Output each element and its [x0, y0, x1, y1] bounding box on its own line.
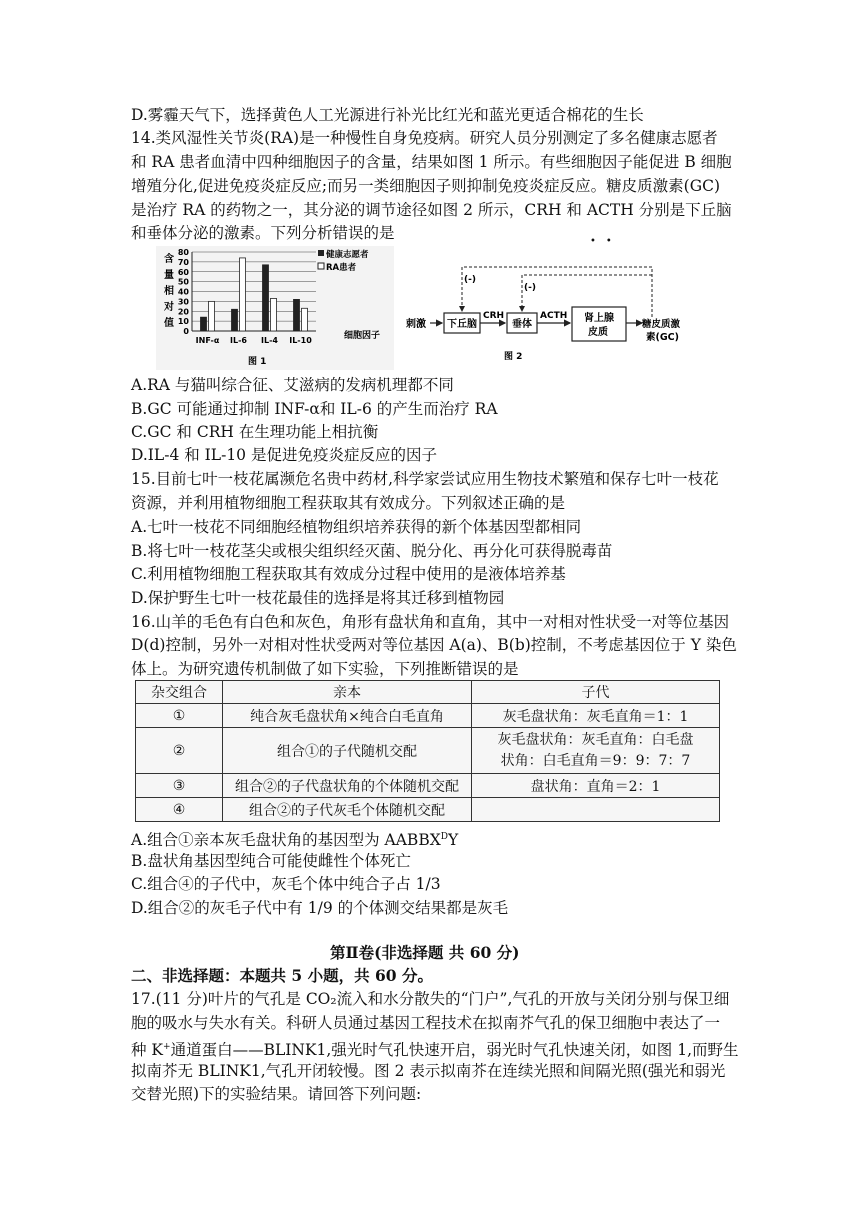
cell-id: ① [136, 704, 223, 728]
table-row [136, 728, 720, 774]
y-tick-label: 0 [183, 327, 189, 336]
q17-line-5: 交替光照)下的实验结果。请回答下列问题: [131, 1085, 422, 1103]
q15-option-b: B.将七叶一枝花茎尖或根尖组织经灭菌、脱分化、再分化可获得脱毒苗 [131, 542, 613, 560]
q16-stem-line-1: 16.山羊的毛色有白色和灰色，角形有盘状角和直角，其中一对相对性状受一对等位基因 [131, 613, 730, 631]
x-category-label: IL-6 [230, 336, 247, 345]
x-category-label: INF-α [195, 336, 220, 345]
bar-healthy [201, 317, 207, 331]
q15-option-d: D.保护野生七叶一枝花最佳的选择是将其迁移到植物园 [131, 589, 505, 607]
bar-healthy [232, 309, 238, 331]
q17-line-3-text: 种 K [131, 1041, 164, 1060]
y-tick-label: 50 [177, 277, 189, 287]
table-row [136, 704, 720, 728]
hypothalamus-label: 下丘脑 [447, 319, 477, 330]
cytokine-bar-chart [156, 246, 394, 370]
offspring-line-1: 灰毛盘状角：灰毛直角：白毛盘 [497, 731, 694, 748]
q16-option-d: D.组合②的灰毛子代中有 1/9 的个体测交结果都是灰毛 [131, 899, 509, 917]
q17-line-3 [131, 1036, 739, 1061]
figure-1-caption: 图 1 [248, 357, 267, 367]
cell-offspring: 盘状角：直角＝2：1 [472, 774, 720, 798]
ylabel-char: 含 [164, 254, 174, 265]
x-axis-label: 细胞因子 [344, 331, 381, 341]
bar-ra [271, 298, 277, 331]
q15-stem-line-1: 15.目前七叶一枝花属濒危名贵中药材,科学家尝试应用生物技术繁殖和保存七叶一枝花 [131, 470, 719, 488]
ylabel-char: 相 [164, 286, 174, 297]
legend-swatch-ra [318, 263, 324, 269]
cell-parent: 纯合灰毛盘状角×纯合白毛直角 [223, 704, 472, 728]
header-parent: 亲本 [223, 681, 472, 704]
q16-option-c: C.组合④的子代中，灰毛个体中纯合子占 1/3 [131, 875, 441, 893]
y-tick-label: 40 [177, 287, 189, 297]
cell-offspring [472, 798, 720, 822]
bar-ra [240, 258, 246, 331]
y-tick-label: 80 [177, 248, 189, 257]
y-tick-label: 30 [177, 297, 189, 307]
gc-label-2: 素(GC) [646, 332, 679, 343]
figure-2-caption: 图 2 [504, 352, 523, 362]
ylabel-char: 值 [164, 318, 174, 329]
q16-option-a-suffix: Y [447, 831, 459, 850]
q14-stem-line-1: 14.类风湿性关节炎(RA)是一种慢性自身免疫病。研究人员分别测定了多名健康志愿者 [131, 129, 718, 147]
q14-option-d: D.IL-4 和 IL-10 是促进免疫炎症反应的因子 [131, 446, 437, 464]
cell-parent: 组合②的子代灰毛个体随机交配 [223, 798, 472, 822]
q14-stem-line-5: 和垂体分泌的激素。下列分析错误的是 [131, 224, 395, 242]
adrenal-label-2: 皮质 [588, 327, 608, 338]
header-offspring: 子代 [472, 681, 720, 704]
table-row [136, 774, 720, 798]
y-tick-label: 20 [177, 307, 189, 317]
negative-feedback-1: (-) [464, 275, 476, 285]
legend-label-ra: RA患者 [326, 263, 357, 273]
cell-id: ② [136, 728, 223, 774]
section-title: 第Ⅱ卷(非选择题 共 60 分) [330, 943, 520, 962]
bar-ra [302, 308, 308, 331]
stimulus-label: 刺激 [406, 319, 426, 330]
legend-swatch-healthy [318, 250, 324, 256]
q15-stem-line-2: 资源，并利用植物细胞工程获取其有效成分。下列叙述正确的是 [131, 494, 566, 512]
cell-parent: 组合②的子代盘状角的个体随机交配 [223, 774, 472, 798]
q16-stem-line-3: 体上。为研究遗传机制做了如下实验，下列推断错误的是 [131, 660, 519, 678]
adrenal-label-1: 肾上腺 [584, 313, 614, 324]
crh-label: CRH [483, 311, 505, 321]
cell-id: ③ [136, 774, 223, 798]
y-tick-label: 10 [177, 317, 189, 327]
gc-label-1: 糖皮质激 [642, 319, 681, 330]
feedback-to-pituitary [522, 275, 652, 311]
q13-option-d: D.雾霾天气下，选择黄色人工光源进行补光比红光和蓝光更适合棉花的生长 [131, 106, 644, 124]
ylabel-char: 对 [164, 302, 174, 313]
q17-line-3-suffix: 通道蛋白——BLINK1,强光时气孔快速开启，弱光时气孔快速关闭，如图 1,而野生 [170, 1041, 739, 1060]
q17-line-2: 胞的吸水与失水有关。科研人员通过基因工程技术在拟南芥气孔的保卫细胞中表达了一 [131, 1014, 721, 1032]
q16-option-b: B.盘状角基因型纯合可能使雌性个体死亡 [131, 852, 411, 870]
cell-id: ④ [136, 798, 223, 822]
cell-parent: 组合①的子代随机交配 [223, 728, 472, 774]
q17-line-4: 拟南芥无 BLINK1,气孔开闭较慢。图 2 表示拟南芥在连续光照和间隔光照(强光和弱光 [131, 1062, 726, 1080]
y-tick-label: 60 [177, 267, 189, 277]
q14-stem-line-2: 和 RA 患者血清中四种细胞因子的含量，结果如图 1 所示。有些细胞因子能促进 B 细胞 [131, 153, 732, 171]
table-header-row [136, 681, 720, 704]
x-category-label: IL-4 [261, 336, 278, 345]
q17-line-1: 17.(11 分)叶片的气孔是 CO₂流入和水分散失的“门户”,气孔的开放与关闭分别与保卫细 [131, 990, 730, 1008]
ylabel-char: 量 [164, 270, 174, 281]
figure-1 [156, 246, 394, 370]
offspring-line-2: 状角：白毛直角＝9：9：7：7 [500, 752, 691, 769]
figure-2 [404, 255, 704, 365]
x-category-label: IL-10 [289, 336, 312, 345]
pituitary-label: 垂体 [512, 319, 532, 330]
table-row [136, 798, 720, 822]
q16-option-a [131, 826, 458, 851]
q14-option-c: C.GC 和 CRH 在生理功能上相抗衡 [131, 423, 379, 441]
q17-superscript: + [163, 1042, 171, 1052]
q15-option-a: A.七叶一枝花不同细胞经植物组织培养获得的新个体基因型都相同 [131, 518, 582, 536]
q16-option-a-superscript: D [440, 832, 448, 842]
q14-option-b: B.GC 可能通过抑制 INF-α和 IL-6 的产生而治疗 RA [131, 400, 498, 418]
bar-healthy [294, 299, 300, 331]
emphasis-dots: •• [590, 236, 622, 247]
negative-feedback-2: (-) [524, 283, 536, 293]
q14-stem-line-3: 增殖分化,促进免疫炎症反应;而另一类细胞因子则抑制免疫炎症反应。糖皮质激素(GC) [131, 177, 720, 195]
q14-option-a: A.RA 与猫叫综合征、艾滋病的发病机理都不同 [131, 376, 454, 394]
y-tick-label: 70 [177, 257, 189, 267]
bar-ra [209, 301, 215, 331]
q14-stem-line-4: 是治疗 RA 的药物之一，其分泌的调节途径如图 2 所示，CRH 和 ACTH 分别是下丘脑 [131, 201, 732, 219]
q16-option-a-text: A.组合①亲本灰毛盘状角的基因型为 AABBX [131, 831, 441, 850]
cross-experiment-table [135, 680, 720, 822]
gc-regulation-diagram [404, 255, 704, 365]
header-cross: 杂交组合 [136, 681, 223, 704]
section-subtitle: 二、非选择题：本题共 5 小题，共 60 分。 [131, 966, 433, 985]
cell-offspring [472, 728, 720, 774]
legend-label-healthy: 健康志愿者 [326, 250, 369, 260]
cell-offspring: 灰毛盘状角：灰毛直角＝1：1 [472, 704, 720, 728]
acth-label: ACTH [540, 311, 568, 321]
q16-stem-line-2: D(d)控制，另外一对相对性状受两对等位基因 A(a)、B(b)控制，不考虑基因位于 Y 染色 [131, 636, 737, 654]
bar-healthy [263, 265, 269, 331]
q15-option-c: C.利用植物细胞工程获取其有效成分过程中使用的是液体培养基 [131, 565, 566, 583]
